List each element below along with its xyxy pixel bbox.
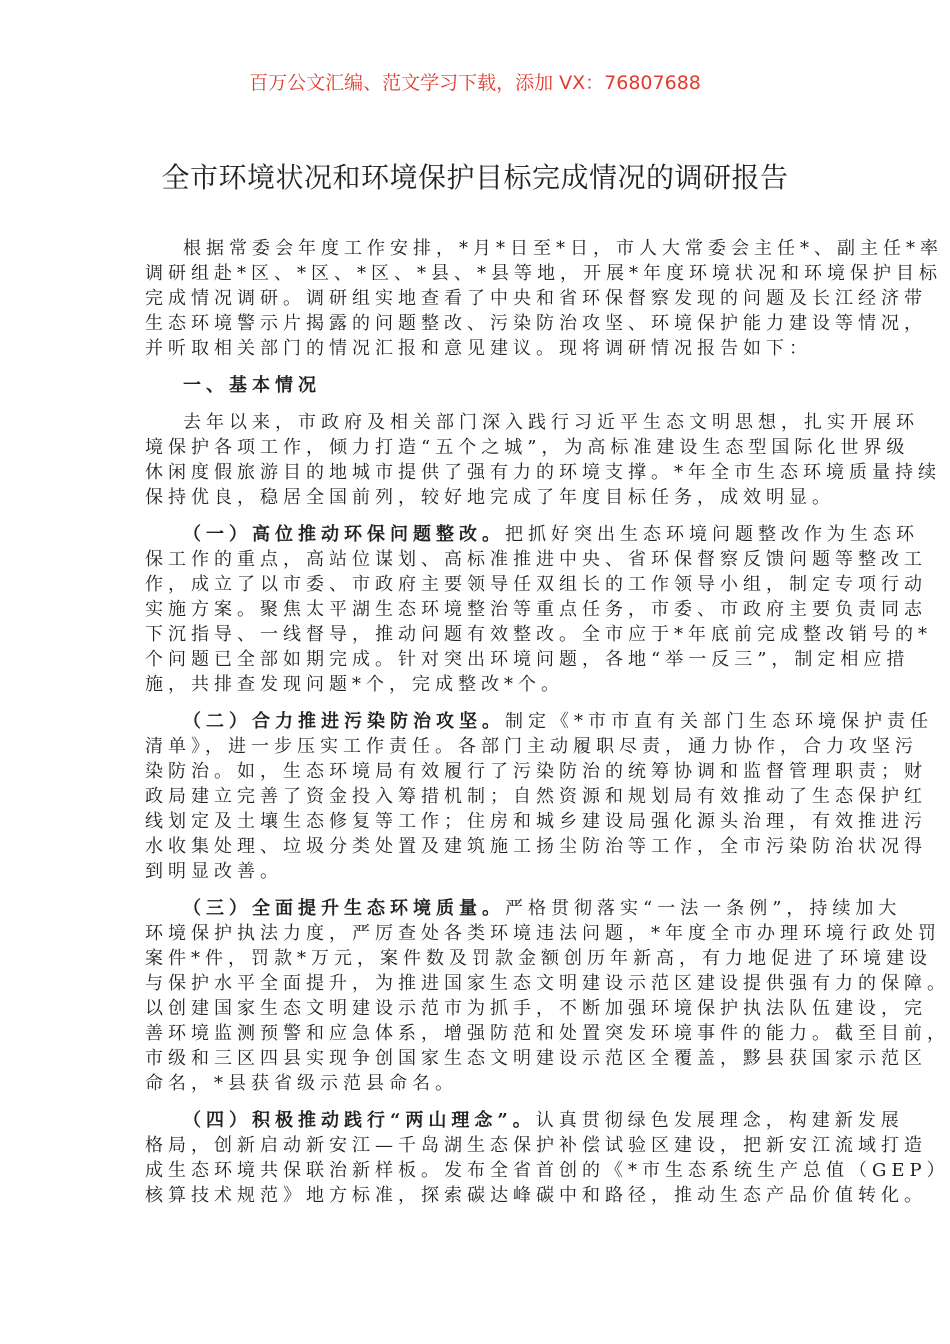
intro-paragraph: [145, 236, 943, 361]
text-line: [145, 1108, 904, 1133]
section-heading-text: 一、基本情况: [183, 375, 321, 396]
text-line: 市级和三区四县实现争创国家生态文明建设示范区全覆盖，黟县获国家示范区: [145, 1048, 927, 1069]
text-line: 作，成立了以市委、市政府主要领导任双组长的工作领导小组，制定专项行动: [145, 574, 927, 595]
text-line: 清单》，进一步压实工作责任。各部门主动履职尽责，通力协作，合力攻坚污: [145, 736, 918, 757]
text-line: [145, 709, 933, 734]
text-line: 染防治。如，生态环境局有效履行了污染防治的统筹协调和监督管理职责；财: [145, 761, 927, 782]
document-title: 全市环境状况和环境保护目标完成情况的调研报告: [161, 161, 789, 194]
paragraph-3: [145, 896, 950, 1096]
text-line: 下沉指导、一线督导，推动问题有效整改。全市应于*年底前完成整改销号的*: [145, 624, 932, 645]
text-line: 善环境监测预警和应急体系，增强防范和处置突发环境事件的能力。截至目前，: [145, 1023, 950, 1044]
watermark-banner: 百万公文汇编、范文学习下载，添加 VX：76807688: [249, 72, 701, 94]
paragraph-lead: （四）积极推动践行“两山理念”。: [183, 1110, 536, 1131]
text-line: [145, 522, 919, 547]
section-heading: [145, 373, 807, 398]
text-line: 并听取相关部门的情况汇报和意见建议。现将调研情况报告如下：: [145, 338, 812, 359]
text-line: 格局，创新启动新安江—千岛湖生态保护补偿试验区建设，把新安江流域打造: [145, 1135, 927, 1156]
overview-paragraph: [145, 410, 941, 510]
paragraph-lead: （一）高位推动环保问题整改。: [183, 524, 505, 545]
text-line: 生态环境警示片揭露的问题整改、污染防治攻坚、环境保护能力建设等情况，: [145, 313, 927, 334]
text-line: 案件*件，罚款*万元，案件数及罚款金额创历年新高，有力地促进了环境建设: [145, 948, 932, 969]
text-line: 根据常委会年度工作安排，*月*日至*日，市人大常委会主任*、副主任*率: [183, 238, 943, 259]
text-line: 去年以来，市政府及相关部门深入践行习近平生态文明思想，扎实开展环: [183, 412, 919, 433]
text-line: 政局建立完善了资金投入筹措机制；自然资源和规划局有效推动了生态保护红: [145, 786, 927, 807]
text-line: 个问题已全部如期完成。针对突出环境问题，各地“举一反三”，制定相应措: [145, 649, 910, 670]
text-run: 认真贯彻绿色发展理念，构建新发展: [535, 1110, 904, 1131]
text-run: 严格贯彻落实“一法一条例”，持续加大: [505, 898, 902, 919]
text-line: [145, 896, 902, 921]
text-line: 环境保护执法力度，严厉查处各类环境违法问题，*年度全市办理环境行政处罚: [145, 923, 941, 944]
paragraph-1: [145, 522, 932, 697]
text-line: 实施方案。聚焦太平湖生态环境整治等重点任务，市委、市政府主要负责同志: [145, 599, 927, 620]
paragraph-2: [145, 709, 933, 884]
text-run: 制定《*市市直有关部门生态环境保护责任: [505, 711, 933, 732]
text-line: 保工作的重点，高站位谋划、高标准推进中央、省环保督察反馈问题等整改工: [145, 549, 927, 570]
text-line: 到明显改善。: [145, 861, 283, 882]
text-line: 保持优良，稳居全国前列，较好地完成了年度目标任务，成效明显。: [145, 487, 835, 508]
text-line: 休闲度假旅游目的地城市提供了强有力的环境支撑。*年全市生态环境质量持续: [145, 462, 941, 483]
paragraph-4: [145, 1108, 950, 1208]
text-line: 以创建国家生态文明建设示范市为抓手，不断加强环境保护执法队伍建设，完: [145, 998, 927, 1019]
text-line: 成生态环境共保联治新样板。发布全省首创的《*市生态系统生产总值（GEP）: [145, 1160, 950, 1181]
paragraph-lead: （三）全面提升生态环境质量。: [183, 898, 505, 919]
document-body: [145, 236, 950, 1220]
text-line: 施，共排查发现问题*个，完成整改*个。: [145, 674, 564, 695]
paragraph-lead: （二）合力推进污染防治攻坚。: [183, 711, 505, 732]
text-line: 完成情况调研。调研组实地查看了中央和省环保督察发现的问题及长江经济带: [145, 288, 927, 309]
text-line: 核算技术规范》地方标准，探索碳达峰碳中和路径，推动生态产品价值转化。: [145, 1185, 927, 1206]
text-line: 境保护各项工作，倾力打造“五个之城”，为高标准建设生态型国际化世界级: [145, 437, 910, 458]
text-line: 水收集处理、垃圾分类处置及建筑施工扬尘防治等工作，全市污染防治状况得: [145, 836, 927, 857]
text-line: 线划定及土壤生态修复等工作；住房和城乡建设局强化源头治理，有效推进污: [145, 811, 927, 832]
text-line: 命名，*县获省级示范县命名。: [145, 1073, 458, 1094]
text-line: 与保护水平全面提升，为推进国家生态文明建设示范区建设提供强有力的保障。: [145, 973, 950, 994]
text-run: 把抓好突出生态环境问题整改作为生态环: [505, 524, 919, 545]
text-line: 调研组赴*区、*区、*区、*县、*县等地，开展*年度环境状况和环境保护目标: [145, 263, 942, 284]
